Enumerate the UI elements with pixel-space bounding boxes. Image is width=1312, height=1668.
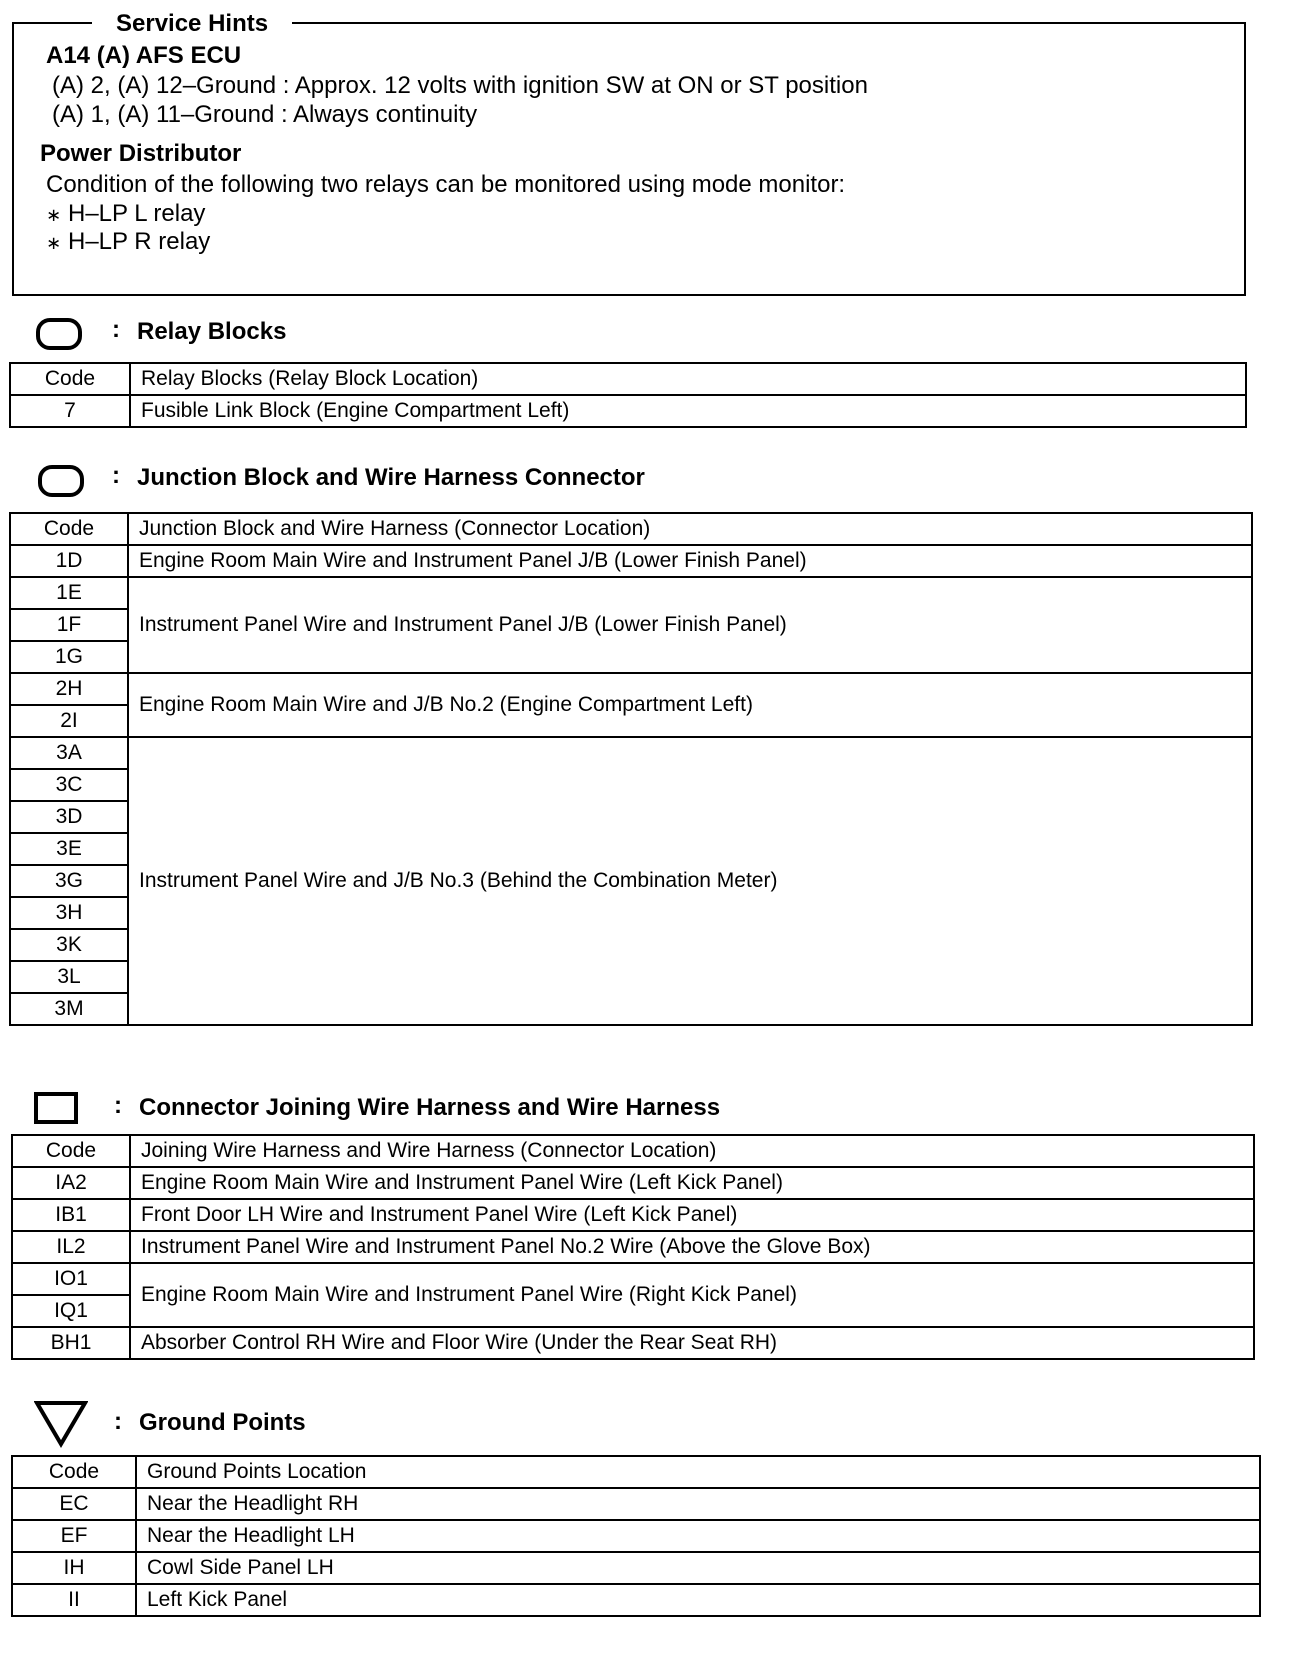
table-header-row	[12, 1135, 1254, 1167]
code-cell: 3D	[10, 801, 128, 833]
code-cell: 1E	[10, 577, 128, 609]
location-cell: Instrument Panel Wire and Instrument Panel J/B (Lower Finish Panel)	[128, 577, 1252, 673]
table-row	[10, 737, 1252, 769]
table-row	[10, 577, 1252, 609]
code-cell: II	[12, 1584, 136, 1616]
code-cell: 1D	[10, 545, 128, 577]
header-code-cell: Code	[10, 513, 128, 545]
ground-points-table	[11, 1455, 1261, 1617]
ecu-line: (A) 2, (A) 12–Ground : Approx. 12 volts with ignition SW at ON or ST position	[52, 72, 868, 99]
connector-table	[11, 1134, 1255, 1360]
location-cell: Fusible Link Block (Engine Compartment Left)	[130, 395, 1246, 427]
table-row	[12, 1167, 1254, 1199]
power-distributor-text: Condition of the following two relays can be monitored using mode monitor:	[46, 171, 846, 198]
header-code-cell: Code	[10, 363, 130, 395]
location-cell: Front Door LH Wire and Instrument Panel Wire (Left Kick Panel)	[130, 1199, 1254, 1231]
code-cell: 2H	[10, 673, 128, 705]
table-row	[10, 395, 1246, 427]
location-cell: Left Kick Panel	[136, 1584, 1260, 1616]
location-cell: Near the Headlight RH	[136, 1488, 1260, 1520]
junction-block-table	[9, 512, 1253, 1026]
ecu-heading: A14 (A) AFS ECU	[46, 42, 242, 69]
relay-list-item	[46, 200, 205, 229]
service-hints-title: Service Hints	[92, 12, 292, 36]
table-row	[12, 1584, 1260, 1616]
code-cell: 3M	[10, 993, 128, 1025]
location-cell: Instrument Panel Wire and J/B No.3 (Behind the Combination Meter)	[128, 737, 1252, 1025]
relay-blocks-title: Relay Blocks	[137, 318, 287, 345]
table-header-row	[12, 1456, 1260, 1488]
power-distributor-heading: Power Distributor	[40, 140, 242, 167]
code-cell: 3E	[10, 833, 128, 865]
code-cell: IA2	[12, 1167, 130, 1199]
connector-joining-title: Connector Joining Wire Harness and Wire Harness	[139, 1094, 721, 1121]
location-cell: Near the Headlight LH	[136, 1520, 1260, 1552]
code-cell: 3A	[10, 737, 128, 769]
code-cell: EF	[12, 1520, 136, 1552]
section-colon: :	[114, 1408, 122, 1435]
table-row	[12, 1520, 1260, 1552]
location-cell: Engine Room Main Wire and Instrument Panel Wire (Left Kick Panel)	[130, 1167, 1254, 1199]
code-cell: IB1	[12, 1199, 130, 1231]
junction-block-title: Junction Block and Wire Harness Connector	[137, 464, 645, 491]
rounded-rectangle-icon	[36, 318, 82, 350]
code-cell: IH	[12, 1552, 136, 1584]
square-icon	[34, 1092, 78, 1124]
service-hints-box	[12, 10, 1246, 296]
table-row	[12, 1199, 1254, 1231]
code-cell: 2I	[10, 705, 128, 737]
relay-list-item	[46, 228, 210, 257]
ecu-line: (A) 1, (A) 11–Ground : Always continuity	[52, 101, 478, 128]
code-cell: 1F	[10, 609, 128, 641]
location-cell: Instrument Panel Wire and Instrument Panel No.2 Wire (Above the Glove Box)	[130, 1231, 1254, 1263]
header-location-cell: Joining Wire Harness and Wire Harness (Connector Location)	[130, 1135, 1254, 1167]
table-row	[12, 1488, 1260, 1520]
section-colon: :	[112, 462, 120, 489]
rounded-rectangle-icon	[38, 465, 84, 497]
ground-points-title: Ground Points	[139, 1409, 306, 1436]
code-cell: IO1	[12, 1263, 130, 1295]
table-header-row	[10, 513, 1252, 545]
header-location-cell: Junction Block and Wire Harness (Connector Location)	[128, 513, 1252, 545]
code-cell: BH1	[12, 1327, 130, 1359]
code-cell: 3K	[10, 929, 128, 961]
header-code-cell: Code	[12, 1135, 130, 1167]
code-cell: 7	[10, 395, 130, 427]
relay-name: H–LP R relay	[68, 228, 211, 255]
relay-name: H–LP L relay	[68, 200, 206, 227]
location-cell: Engine Room Main Wire and J/B No.2 (Engine Compartment Left)	[128, 673, 1252, 737]
table-header-row	[10, 363, 1246, 395]
code-cell: 3G	[10, 865, 128, 897]
location-cell: Engine Room Main Wire and Instrument Panel Wire (Right Kick Panel)	[130, 1263, 1254, 1327]
header-location-cell: Relay Blocks (Relay Block Location)	[130, 363, 1246, 395]
triangle-down-icon	[34, 1400, 88, 1448]
code-cell: 1G	[10, 641, 128, 673]
code-cell: EC	[12, 1488, 136, 1520]
table-row	[12, 1263, 1254, 1295]
code-cell: 3C	[10, 769, 128, 801]
header-code-cell: Code	[12, 1456, 136, 1488]
location-cell: Absorber Control RH Wire and Floor Wire (Under the Rear Seat RH)	[130, 1327, 1254, 1359]
code-cell: 3L	[10, 961, 128, 993]
location-cell: Engine Room Main Wire and Instrument Panel J/B (Lower Finish Panel)	[128, 545, 1252, 577]
bullet-star-icon: ∗	[46, 233, 62, 253]
bullet-star-icon: ∗	[46, 205, 62, 225]
section-colon: :	[114, 1092, 122, 1119]
code-cell: 3H	[10, 897, 128, 929]
table-row	[12, 1327, 1254, 1359]
code-cell: IL2	[12, 1231, 130, 1263]
table-row	[10, 673, 1252, 705]
section-colon: :	[112, 316, 120, 343]
location-cell: Cowl Side Panel LH	[136, 1552, 1260, 1584]
table-row	[10, 545, 1252, 577]
service-hints-content	[14, 24, 1244, 294]
relay-blocks-table	[9, 362, 1247, 428]
header-location-cell: Ground Points Location	[136, 1456, 1260, 1488]
table-row	[12, 1552, 1260, 1584]
code-cell: IQ1	[12, 1295, 130, 1327]
table-row	[12, 1231, 1254, 1263]
